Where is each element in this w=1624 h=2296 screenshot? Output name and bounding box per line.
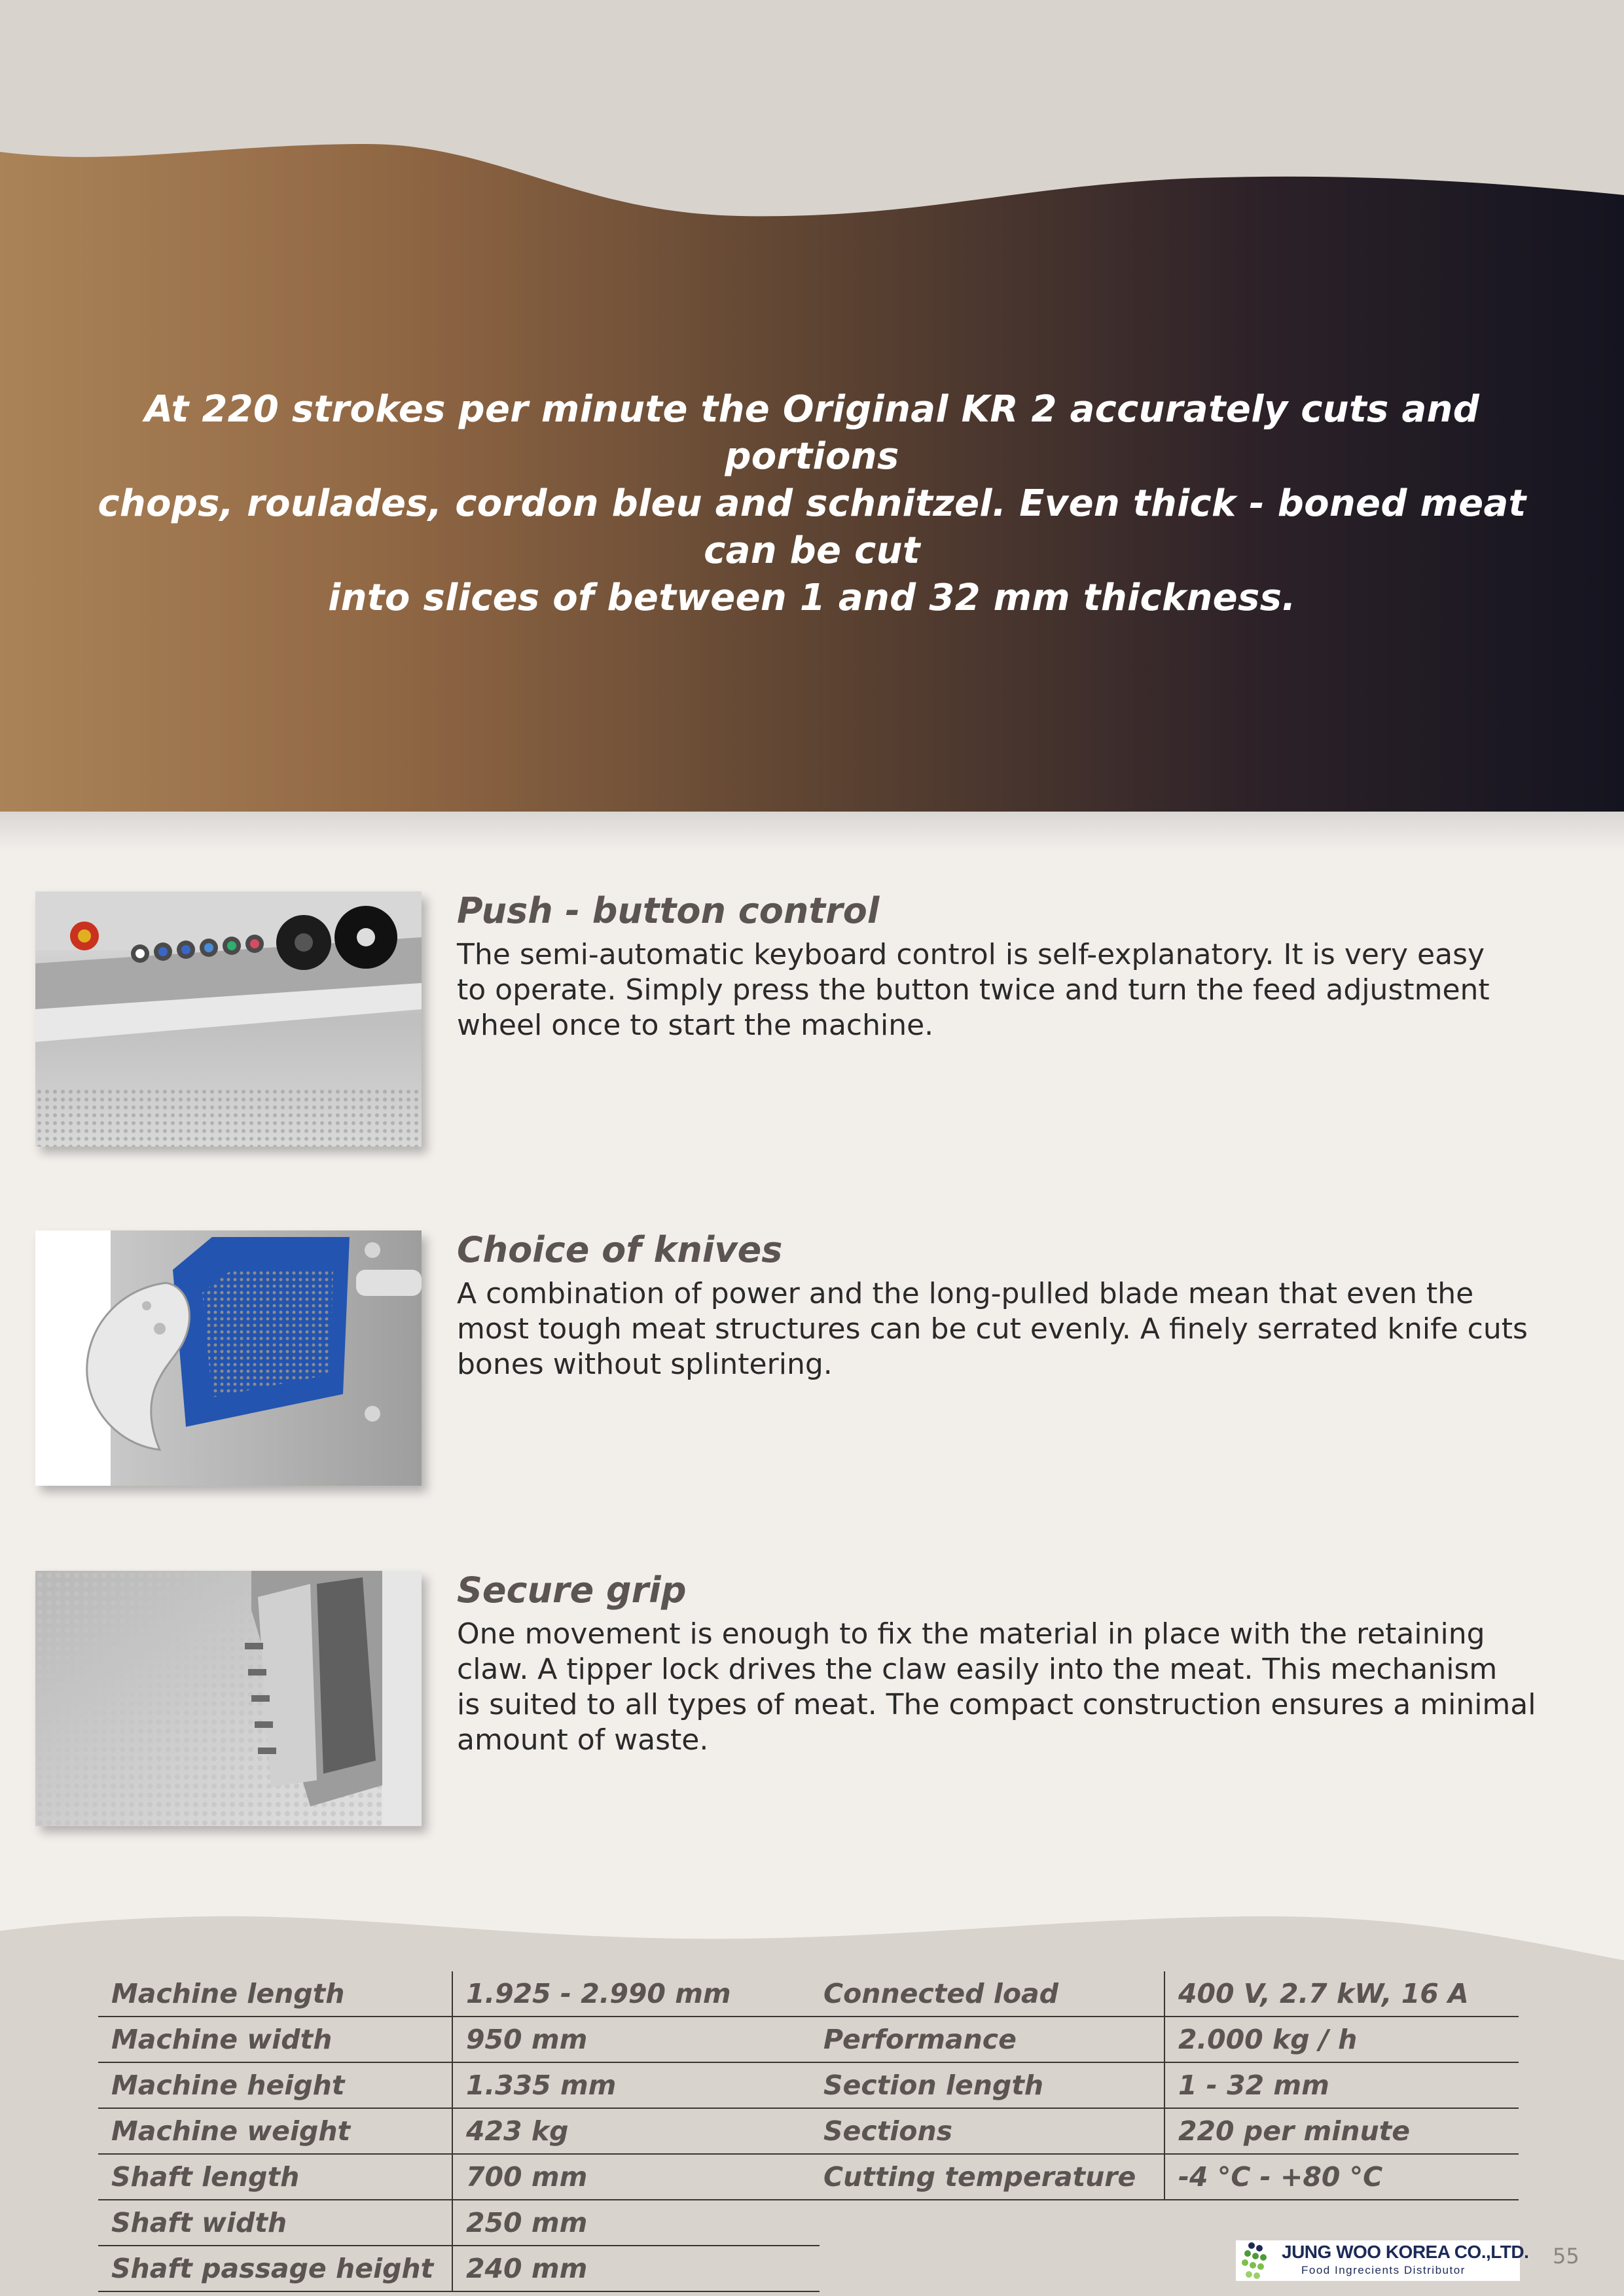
hero-line-3: into slices of between 1 and 32 mm thickness. <box>328 577 1296 619</box>
feature-line: The semi-automatic keyboard control is self-explanatory. It is very easy <box>457 938 1485 971</box>
spec-value: 240 mm <box>452 2246 820 2291</box>
knife-photo <box>35 1230 422 1486</box>
spec-label: Machine weight <box>98 2108 452 2154</box>
control-panel-photo <box>35 891 422 1147</box>
spec-value: 250 mm <box>452 2200 820 2246</box>
hero-tagline <box>79 386 1545 622</box>
feature-line: most tough meat structures can be cut evenly. A finely serrated knife cuts <box>457 1312 1528 1346</box>
spec-row <box>98 2154 820 2200</box>
hero-shadow <box>0 812 1624 851</box>
spec-row <box>98 2017 820 2062</box>
spec-value: 2.000 kg / h <box>1164 2017 1519 2062</box>
spec-table-left <box>98 1971 820 2292</box>
feature-line: amount of waste. <box>457 1723 709 1757</box>
spec-label: Machine width <box>98 2017 452 2062</box>
spec-row <box>810 1971 1519 2017</box>
spec-label: Shaft passage height <box>98 2246 452 2291</box>
spec-label: Section length <box>810 2062 1164 2108</box>
spec-value: 1 - 32 mm <box>1164 2062 1519 2108</box>
feature-line: bones without splintering. <box>457 1348 833 1381</box>
spec-value: 423 kg <box>452 2108 820 2154</box>
feature-line: wheel once to start the machine. <box>457 1009 934 1042</box>
spec-row <box>810 2154 1519 2200</box>
spec-row <box>810 2108 1519 2154</box>
feature-line: One movement is enough to fix the material in place with the retaining <box>457 1617 1485 1651</box>
spec-label: Connected load <box>810 1971 1164 2017</box>
spec-row <box>98 2200 820 2246</box>
spec-value: 220 per minute <box>1164 2108 1519 2154</box>
feature-line: claw. A tipper lock drives the claw easily into the meat. This mechanism <box>457 1653 1498 1686</box>
feature-description <box>457 1617 1543 1758</box>
feature-line: is suited to all types of meat. The compact construction ensures a minimal <box>457 1688 1536 1721</box>
spec-label: Sections <box>810 2108 1164 2154</box>
spec-label: Cutting temperature <box>810 2154 1164 2200</box>
feature-description <box>457 1276 1543 1382</box>
company-tagline: Food Ingrecients Distributor <box>1301 2264 1466 2276</box>
hero-banner <box>0 0 1624 812</box>
spec-row <box>98 2062 820 2108</box>
spec-value: 1.335 mm <box>452 2062 820 2108</box>
leaf-logo-icon <box>1238 2240 1280 2281</box>
spec-value: 400 V, 2.7 kW, 16 A <box>1164 1971 1519 2017</box>
hero-line-2: chops, roulades, cordon bleu and schnitzel. Even thick - boned meat can be cut <box>98 482 1526 572</box>
spec-value: 950 mm <box>452 2017 820 2062</box>
spec-label: Machine height <box>98 2062 452 2108</box>
spec-top-wave <box>0 1885 1624 1977</box>
spec-value: -4 °C - +80 °C <box>1164 2154 1519 2200</box>
spec-table-right <box>810 1971 1519 2200</box>
feature-title: Choice of knives <box>457 1229 783 1270</box>
page-number: 55 <box>1553 2244 1579 2269</box>
spec-row <box>810 2062 1519 2108</box>
spec-label: Performance <box>810 2017 1164 2062</box>
spec-row <box>98 1971 820 2017</box>
spec-label: Machine length <box>98 1971 452 2017</box>
feature-line: A combination of power and the long-pulled blade mean that even the <box>457 1277 1474 1310</box>
spec-row <box>810 2017 1519 2062</box>
spec-label: Shaft width <box>98 2200 452 2246</box>
feature-title: Secure grip <box>457 1570 687 1611</box>
spec-label: Shaft length <box>98 2154 452 2200</box>
feature-line: to operate. Simply press the button twice and turn the feed adjustment <box>457 973 1490 1007</box>
spec-value: 700 mm <box>452 2154 820 2200</box>
spec-value: 1.925 - 2.990 mm <box>452 1971 820 2017</box>
grip-photo <box>35 1571 422 1826</box>
hero-top-wave <box>0 0 1624 236</box>
hero-line-1: At 220 strokes per minute the Original KR 2 accurately cuts and portions <box>144 388 1480 478</box>
spec-row <box>98 2108 820 2154</box>
company-name: JUNG WOO KOREA CO.,LTD. <box>1282 2242 1529 2262</box>
spec-row <box>98 2246 820 2291</box>
feature-title: Push - button control <box>457 890 880 931</box>
feature-description <box>457 937 1543 1043</box>
company-logo <box>1236 2240 1529 2281</box>
